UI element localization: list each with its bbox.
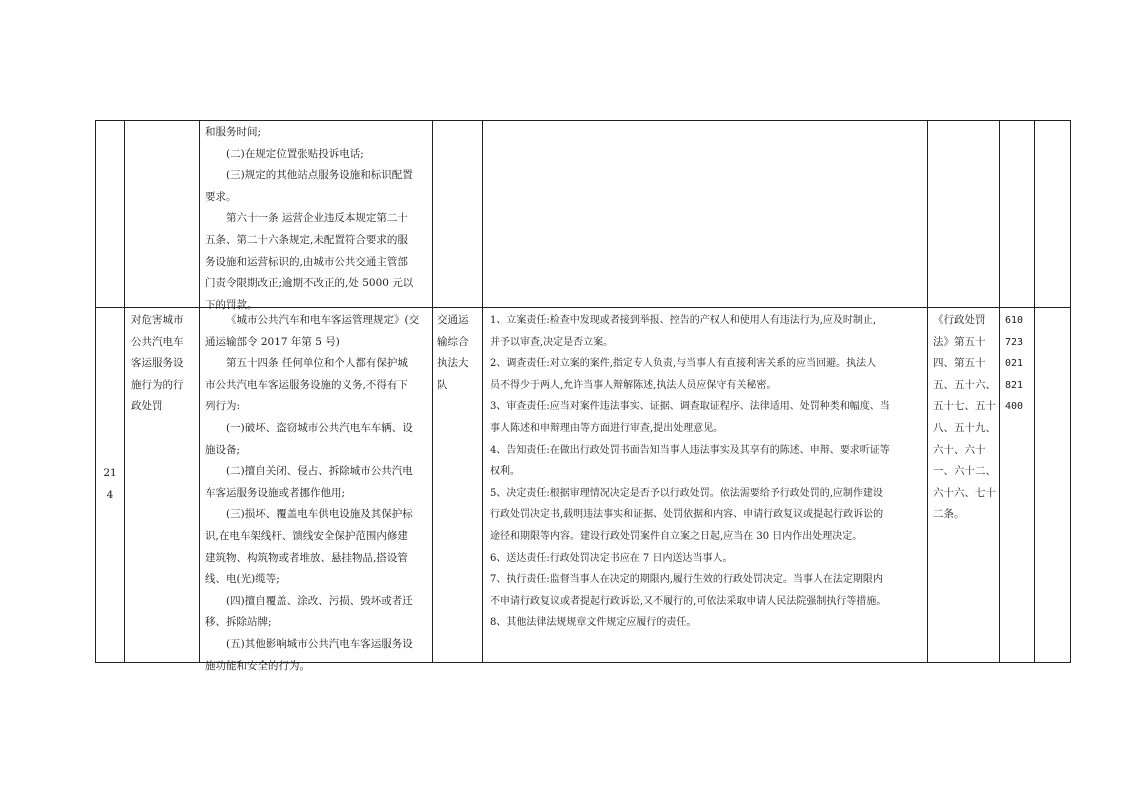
table-border <box>199 120 200 663</box>
legal-basis-cell <box>205 310 429 677</box>
text-line: 对危害城市 <box>131 314 184 326</box>
text-line: 四、第五十 <box>933 357 986 370</box>
text-line: 员不得少于两人,允许当事人辩解陈述,执法人员应保守有关秘密。 <box>490 379 777 391</box>
text-line: 途径和期限等内容。建设行政处罚案件自立案之日起,应当在 30 日内作出处理决定。 <box>490 530 863 542</box>
text-line: (一)破坏、盗窃城市公共汽电车车辆、设 <box>226 421 413 434</box>
text-line: 事人陈述和申辩理由等方面进行审查,提出处理意见。 <box>490 422 724 434</box>
row-number-line: 4 <box>106 488 114 501</box>
text-line: 2、调查责任:对立案的案件,指定专人负责,与当事人有直接利害关系的应当回避。执法人 <box>490 358 877 370</box>
text-line: (四)擅自覆盖、涂改、污损、毁坏或者迁 <box>226 594 413 607</box>
department-cell <box>437 310 481 396</box>
table-border <box>999 120 1000 663</box>
penalty-basis-cell <box>933 310 999 526</box>
text-line: 八、五十九、 <box>933 421 996 434</box>
row-number-cell <box>96 463 124 506</box>
text-line: (五)其他影响城市公共汽电车客运服务设 <box>226 637 413 650</box>
text-line: 二条。 <box>933 508 965 521</box>
text-line: 权利。 <box>490 466 520 478</box>
table-border <box>432 120 433 663</box>
phone-digits: 400 <box>1005 401 1024 413</box>
table-border <box>95 120 96 663</box>
text-line: 客运服务设 <box>131 357 184 370</box>
text-line: (二)在规定位置张贴投诉电话; <box>226 147 364 160</box>
contact-phone-cell <box>1005 310 1033 418</box>
text-line: 建筑物、构筑物或者堆放、悬挂物品,搭设管 <box>205 551 408 564</box>
text-line: 门责令限期改正;逾期不改正的,处 5000 元以 <box>205 277 414 290</box>
table-border <box>124 120 125 663</box>
text-line: 法》第五十 <box>933 335 986 348</box>
text-line: 施行为的行 <box>131 378 184 391</box>
text-line: 6、送达责任:行政处罚决定书应在 7 日内送达当事人。 <box>490 552 733 564</box>
text-line: 施功能和安全的行为。 <box>205 659 310 672</box>
phone-digits: 821 <box>1005 379 1024 391</box>
table-border <box>1070 120 1071 663</box>
text-line: 输综合 <box>437 335 469 348</box>
table-border <box>1034 120 1035 663</box>
phone-digits: 610 <box>1005 315 1024 326</box>
text-line: 第五十四条 任何单位和个人都有保护城 <box>226 357 408 370</box>
text-line: 五条、第二十六条规定,未配置符合要求的服 <box>205 233 408 246</box>
table-border <box>482 120 483 663</box>
text-line: 不申请行政复议或者提起行政诉讼,又不履行的,可依法采取申请人民法院强制执行等措施。 <box>490 595 887 607</box>
text-line: 列行为: <box>205 400 241 413</box>
text-line: (二)擅自关闭、侵占、拆除城市公共汽电 <box>226 465 413 478</box>
text-line: 并予以审查,决定是否立案。 <box>490 336 614 348</box>
text-line: 施设备; <box>205 443 241 456</box>
text-line: 市公共汽电车客运服务设施的义务,不得有下 <box>205 378 408 391</box>
text-line: 3、审查责任:应当对案件违法事实、证据、调查取证程序、法律适用、处罚种类和幅度、当 <box>490 401 890 413</box>
text-line: 车客运服务设施或者挪作他用; <box>205 486 346 499</box>
text-line: 线、电(光)缆等; <box>205 573 280 586</box>
text-line: 六十六、七十 <box>933 486 996 499</box>
text-line: 行政处罚决定书,载明违法事实和证据、处罚依据和内容、申请行政复议或提起行政诉讼的 <box>490 509 884 521</box>
text-line: 下的罚款。 <box>205 298 258 311</box>
text-line: 和服务时间; <box>205 126 262 138</box>
text-line: 六十、六十 <box>933 443 986 456</box>
phone-digits: 021 <box>1005 358 1024 370</box>
text-line: 交通运 <box>437 314 469 326</box>
text-line: 《城市公共汽车和电车客运管理规定》(交 <box>226 314 420 326</box>
table-border <box>95 120 1071 121</box>
responsibility-cell <box>490 310 926 634</box>
text-line: 通运输部令 2017 年第 5 号) <box>205 335 340 348</box>
text-line: 移、拆除站牌; <box>205 616 272 629</box>
text-line: 7、执行责任:监督当事人在决定的期限内,履行生效的行政处罚决定。当事人在法定期限内 <box>490 574 883 586</box>
text-line: 4、告知责任:在做出行政处罚书面告知当事人违法事实及其享有的陈述、申辩、要求听证等 <box>490 444 890 456</box>
text-line: 《行政处罚 <box>933 314 986 326</box>
text-line: 五、五十六、 <box>933 378 996 391</box>
text-line: 务设施和运营标识的,由城市公共交通主管部 <box>205 255 408 268</box>
text-line: 五十七、五十 <box>933 400 996 413</box>
text-line: (三)损坏、覆盖电车供电设施及其保护标 <box>226 508 413 521</box>
table-border <box>927 120 928 663</box>
phone-digits: 723 <box>1005 336 1024 348</box>
text-line: 政处罚 <box>131 400 163 413</box>
text-line: 8、其他法律法规规章文件规定应履行的责任。 <box>490 617 697 629</box>
text-line: (三)规定的其他站点服务设施和标识配置 <box>226 169 413 182</box>
text-line: 队 <box>437 378 448 391</box>
row-number-line: 21 <box>103 467 117 479</box>
text-line: 5、决定责任:根据审理情况决定是否予以行政处罚。依法需要给予行政处罚的,应制作建设 <box>490 487 883 499</box>
item-name-cell <box>131 310 197 418</box>
text-line: 第六十一条 运营企业违反本规定第二十 <box>226 212 408 225</box>
text-line: 识,在电车架线杆、馈线安全保护范围内修建 <box>205 529 408 542</box>
text-line: 1、立案责任:检查中发现或者接到举报、控告的产权人和使用人有违法行为,应及时制止, <box>490 315 877 326</box>
legal-basis-cell-continued <box>205 122 429 316</box>
text-line: 一、六十二、 <box>933 465 996 478</box>
text-line: 执法大 <box>437 357 469 370</box>
text-line: 要求。 <box>205 190 237 203</box>
text-line: 公共汽电车 <box>131 335 184 348</box>
